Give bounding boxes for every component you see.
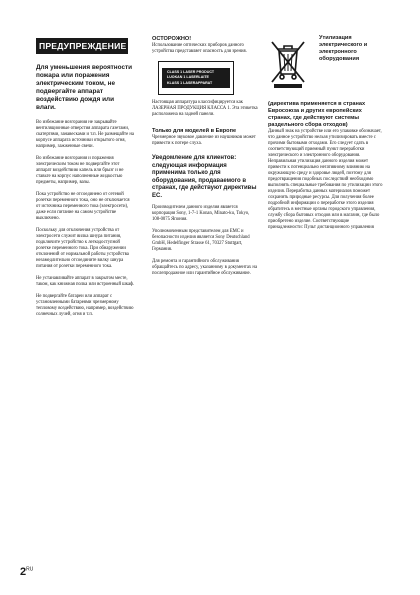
eu-paragraph-1: Производителем данного изделия является корпорация Sony, 1-7-1 Konan, Minato-ku, Tokyo, 108-0075 Япония. <box>152 204 250 222</box>
eu-notice-heading: Уведомление для клиентов: следующая информация применима только для оборудования, продаваемого в странах, где действуют директивы ЕС. <box>152 155 257 199</box>
column-warning <box>36 36 135 324</box>
laser-paragraph: Настоящая аппаратура классифицируется как ЛАЗЕРНАЯ ПРОДУКЦИЯ КЛАССА 1. Эта этикетка расположена на задней панели. <box>152 100 258 117</box>
warning-paragraph-1: Во избежание возгорания не закрывайте вентиляционные отверстия аппарата газетами, скатертями, занавесками и т.п. Не размещайте на корпусе аппарата источники открытого огня, например, зажженные свечи. <box>36 119 134 149</box>
laser-label-text <box>162 68 230 87</box>
weee-heading-bold: Утилизация электрического и электронного оборудования <box>319 35 368 62</box>
warning-paragraph-4: Поскольку для отключения устройства от электросети служит вилка шнура питания, подключите устройство к легкодоступной розетке переменного тока. При обнаружении отклонений от нормальной работы устройства незамедлительно отсоедините вилку шнура питания от розетки переменного тока. <box>36 227 129 269</box>
page-number-value: 2 <box>20 566 27 578</box>
europe-heading: Только для моделей в Европе <box>152 128 237 134</box>
laser-label-line-1: CLASS 1 LASER PRODUCT <box>167 70 215 75</box>
column-weee <box>268 101 385 237</box>
laser-class-label <box>158 61 234 95</box>
warning-paragraph-2: Во избежание возгорания и поражения электрическим током не подвергайте этот аппарат воздействию капель или брызг и не ставьте на корпус наполненные жидкостью предметы, например, вазы. <box>36 155 124 185</box>
warning-paragraph-5: Не устанавливайте аппарат в закрытом месте, таком, как книжная полка или встроенный шкаф. <box>36 275 135 287</box>
weee-text: Данный знак на устройстве или его упаковке обозначает, что данное устройство нельзя утилизировать вместе с прочими бытовыми отходами. Его следует сдать в соответствующий приемный пункт переработки электрического и электронного оборудования. Неправильная утилизация данного изделия может привести к потенциально негативному влиянию на окружающую среду и здоровье людей, поэтому для предотвращения подобных последствий необходимо выполнять специальные требования по утилизации этого изделия. Переработка данных материалов поможет сохранить природные ресурсы. Для получения более подробной информации о переработке этого изделия обратитесь в местные органы городского управления, службу сбора бытовых отходов или в магазин, где было приобретено изделие. Соответствующие принадлежности: Пульт дистанционного управления <box>268 129 383 230</box>
caution-text: Использование оптических приборов данного устройства представляет опасность для зрения. <box>152 43 247 54</box>
weee-heading-plain: (директива применяется в странах Евросоюза и других европейских странах, где действуют системы раздельного сбора отходов) <box>268 101 366 128</box>
eu-paragraph-2: Уполномоченным представителем для EMC и безопасности изделия является Sony Deutschland GmbH, Hedelfinger Strasse 61, 70327 Stuttgart, Германия. <box>152 228 250 252</box>
warning-paragraph-6: Не подвергайте батареи или аппарат с установленными батареями чрезмерному тепловому воздействию, например, воздействию солнечных лучей, огня и т.п. <box>36 293 134 317</box>
europe-text: Чрезмерное звуковое давление из наушников может привести к потере слуха. <box>152 135 256 146</box>
caution-title: ОСТОРОЖНО! <box>152 36 192 42</box>
warning-heading: Для уменьшения вероятности пожара или поражения электрическим током, не подвергайте аппарат воздействию дождя или влаги. <box>36 64 133 112</box>
laser-label-line-2: LUOKAN 1 LASERLAITE <box>167 75 209 80</box>
eu-paragraph-3: Для ремонта и гарантийного обслуживания обращайтесь по адресу, указанному в документах на послепродажное или гарантийное обслуживание. <box>152 258 258 276</box>
warning-banner: ПРЕДУПРЕЖДЕНИЕ <box>36 38 128 54</box>
page-number <box>20 566 33 578</box>
column-caution <box>152 36 258 283</box>
warning-paragraph-3: Пока устройство не отсоединено от сетевой розетки переменного тока, оно не отключается от источника переменного тока (электросети), даже если питание на самом устройстве выключено. <box>36 191 130 221</box>
weee-title <box>319 35 391 63</box>
page-language-code: RU <box>26 566 34 573</box>
laser-label-line-3: KLASS 1 LASERAPPARAT <box>167 80 213 85</box>
crossed-out-bin-icon <box>268 36 308 90</box>
